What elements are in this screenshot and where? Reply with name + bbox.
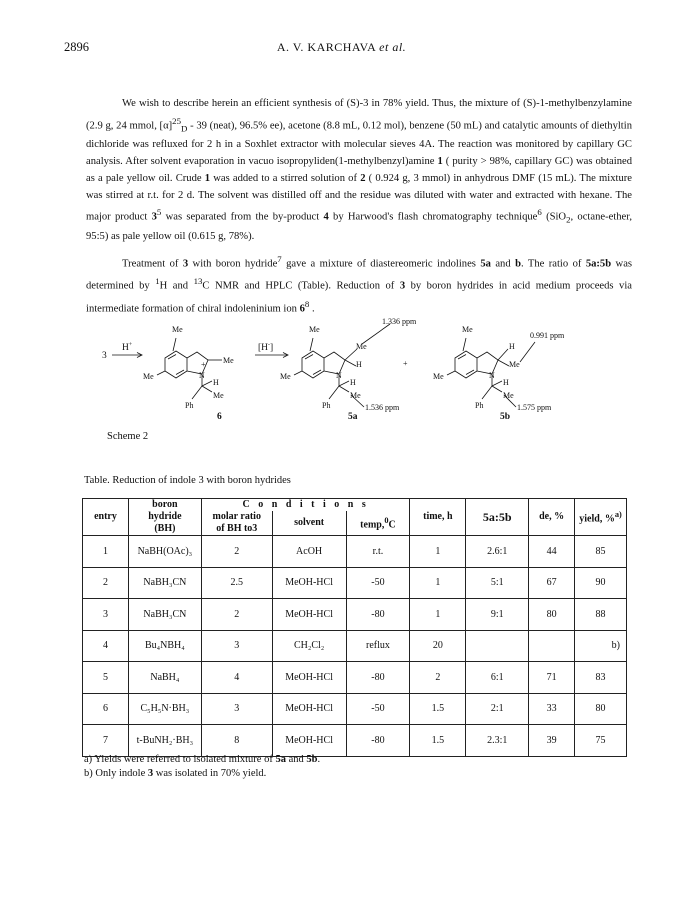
structure-6-me-left: Me	[143, 372, 154, 381]
cell-hydride: Bu₄NBH₄	[128, 630, 201, 662]
cell-molar-ratio: 8	[201, 725, 272, 757]
structure-5a-me-right: Me	[356, 342, 367, 351]
cell-temp: -50	[346, 567, 410, 599]
running-head-et-al: et al.	[379, 40, 407, 54]
running-head-authors: A. V. KARCHAVA	[276, 40, 376, 54]
cell-hydride: C₅H₅N·BH₃	[128, 693, 201, 725]
cell-time: 1.5	[410, 693, 466, 725]
results-table	[82, 498, 627, 757]
cell-molar-ratio: 2	[201, 599, 272, 631]
cell-temp: r.t.	[346, 536, 410, 568]
cell-ratio: 2:1	[466, 693, 529, 725]
cell-hydride: NaBH(OAc)₃	[128, 536, 201, 568]
paragraph-reduction: Treatment of 3 with boron hydride$^7$ gave a mixture of diastereomeric indolines 5a and b. The ratio of 5a:5b was determined by $^1$H and $^{13}$C NMR and HPLC (Table). Reduction of 3 by boron hydrides in acid medium proceeds via intermediate formation of chiral indoleninium ion $6^8$ .	[86, 254, 633, 315]
table-caption: Table. Reduction of indole 3 with boron hydrides	[84, 475, 291, 486]
table-row	[83, 662, 627, 694]
col-header-conditions: C o n d i t i o n s	[201, 499, 410, 512]
cell-de: 44	[529, 536, 575, 568]
structure-6-label: 6	[217, 412, 222, 422]
cell-yield: 80	[575, 693, 627, 725]
cell-solvent: MeOH-HCl	[272, 725, 346, 757]
cell-molar-ratio: 3	[201, 630, 272, 662]
cell-hydride: NaBH₄	[128, 662, 201, 694]
cell-ratio: 5:1	[466, 567, 529, 599]
scheme-start-label: 3	[102, 351, 107, 361]
cell-ratio: 2.3:1	[466, 725, 529, 757]
structure-6-ph: Ph	[185, 401, 194, 410]
cell-temp: -80	[346, 662, 410, 694]
col-header-ratio: 5a:5b	[466, 499, 529, 536]
cell-time: 1	[410, 599, 466, 631]
cell-de	[529, 630, 575, 662]
structure-5a-h: H	[350, 378, 356, 387]
scheme-plus: +	[403, 359, 408, 368]
cell-yield: 85	[575, 536, 627, 568]
cell-time: 1.5	[410, 725, 466, 757]
cell-yield: 88	[575, 599, 627, 631]
shift-5a-top: 1.336 ppm	[382, 318, 417, 326]
footnote-b: b) Only indole 3 was isolated in 70% yield.	[84, 768, 267, 779]
structure-5b-me-top: Me	[462, 325, 473, 334]
cell-entry: 1	[83, 536, 129, 568]
paragraph-synthesis: We wish to describe herein an efficient synthesis of (S)-3 in 78% yield. Thus, the mixture of (S)-1-methylbenzylamine (2.9 g, 24 mmol, $[\alpha]^{25}_D - 39$ (neat), 96.5% ee), acetone (8.8 mL, 0.12 mol), benzene (50 mL) and catalytic amounts of diethyltin dichloride was refluxed for 2 h in a Soxhlet extractor with molecular sieves 4A. The reaction was monitored by capillary GC analysis. After solvent evaporation in vacuo isopropyliden(1-methylbenzyl)amine 1 ( purity > 98%, capillary GC) was obtained as a pale yellow oil. Crude 1 was added to a stirred solution of 2 ( 0.924 g, 3 mmol) in anhydrous DMF (15 mL). The mixture was stirred at r.t. for 2 d. The solvent was distilled off and the residue was diluted with water and extracted with hexane. The major product $3^5$ was separated from the by-product 4 by Harwood's flash chromatography technique$^6$ (SiO$_2$, octane-ether, 95:5) as pale yellow oil (0.615 g, 78%).	[86, 98, 633, 242]
cell-yield: b)	[575, 630, 627, 662]
structure-6-me-right: Me	[223, 356, 234, 365]
cell-time: 2	[410, 662, 466, 694]
structure-5b-me-right: Me	[509, 360, 520, 369]
cell-entry: 6	[83, 693, 129, 725]
structure-6-n: N	[199, 371, 205, 380]
cell-ratio	[466, 630, 529, 662]
structure-6-charge: +	[201, 360, 206, 369]
table-row	[83, 599, 627, 631]
cell-time: 20	[410, 630, 466, 662]
cell-temp: -80	[346, 725, 410, 757]
structure-5b-me-left: Me	[433, 372, 444, 381]
col-header-entry: entry	[83, 499, 129, 536]
structure-5b-h-ring: H	[509, 342, 515, 351]
cell-molar-ratio: 4	[201, 662, 272, 694]
cell-molar-ratio: 2	[201, 536, 272, 568]
cell-entry: 4	[83, 630, 129, 662]
cell-ratio: 9:1	[466, 599, 529, 631]
footnote-a: a) Yields were referred to isolated mixture of 5a and 5b.	[84, 754, 321, 765]
structure-5b-label: 5b	[500, 412, 511, 422]
structure-6	[157, 338, 222, 399]
cell-de: 80	[529, 599, 575, 631]
cell-de: 67	[529, 567, 575, 599]
cell-solvent: MeOH-HCl	[272, 599, 346, 631]
cell-entry: 5	[83, 662, 129, 694]
cell-molar-ratio: 2.5	[201, 567, 272, 599]
cell-yield: 90	[575, 567, 627, 599]
cell-yield: 75	[575, 725, 627, 757]
structure-5a-me-top: Me	[309, 325, 320, 334]
structure-5a-ph: Ph	[322, 401, 331, 410]
col-header-temp: temp,$^0$C	[346, 511, 410, 536]
table-row	[83, 536, 627, 568]
structure-5b-ph: Ph	[475, 401, 484, 410]
structure-6-me-n: Me	[213, 391, 224, 400]
scheme-caption: Scheme 2	[107, 431, 149, 442]
table-row	[83, 693, 627, 725]
cell-entry: 3	[83, 599, 129, 631]
cell-solvent: MeOH-HCl	[272, 693, 346, 725]
cell-ratio: 6:1	[466, 662, 529, 694]
cell-de: 71	[529, 662, 575, 694]
cell-solvent: CH₂Cl₂	[272, 630, 346, 662]
cell-temp: reflux	[346, 630, 410, 662]
shift-5a-bottom: 1.536 ppm	[365, 403, 400, 412]
reaction-scheme-svg	[80, 318, 640, 430]
cell-temp: -80	[346, 599, 410, 631]
cell-yield: 83	[575, 662, 627, 694]
cell-solvent: MeOH-HCl	[272, 662, 346, 694]
page-number: 2896	[64, 40, 89, 54]
structure-5a	[294, 324, 390, 407]
arrow-protonation-label: H+	[122, 342, 133, 353]
col-header-boron-hydride: boron hydride (BH)	[128, 499, 201, 536]
cell-time: 1	[410, 536, 466, 568]
cell-hydride: t-BuNH₂·BH₃	[128, 725, 201, 757]
table-row	[83, 725, 627, 757]
cell-de: 39	[529, 725, 575, 757]
col-header-time: time, h	[410, 499, 466, 536]
structure-6-me-top: Me	[172, 325, 183, 334]
cell-temp: -50	[346, 693, 410, 725]
cell-entry: 7	[83, 725, 129, 757]
cell-entry: 2	[83, 567, 129, 599]
col-header-molar-ratio: molar ratio of BH to3	[201, 511, 272, 536]
running-head	[0, 40, 683, 55]
structure-5b-n: N	[489, 371, 495, 380]
structure-5b-h: H	[503, 378, 509, 387]
col-header-solvent: solvent	[272, 511, 346, 536]
cell-ratio: 2.6:1	[466, 536, 529, 568]
structure-5a-n: N	[336, 371, 342, 380]
table-row	[83, 630, 627, 662]
structure-6-h: H	[213, 378, 219, 387]
cell-molar-ratio: 3	[201, 693, 272, 725]
cell-de: 33	[529, 693, 575, 725]
structure-5a-label: 5a	[348, 412, 358, 422]
cell-time: 1	[410, 567, 466, 599]
structure-5a-me-left: Me	[280, 372, 291, 381]
structure-5a-h-ring: H	[356, 360, 362, 369]
structure-5a-me-n: Me	[350, 391, 361, 400]
cell-solvent: AcOH	[272, 536, 346, 568]
cell-hydride: NaBH₃CN	[128, 567, 201, 599]
table-row	[83, 567, 627, 599]
structure-5b-me-n: Me	[503, 391, 514, 400]
col-header-yield: yield, %$^{a)}$	[575, 499, 627, 536]
reaction-scheme	[80, 318, 640, 430]
col-header-de: de, %	[529, 499, 575, 536]
arrow-reduction-label: [H-]	[258, 342, 274, 353]
cell-solvent: MeOH-HCl	[272, 567, 346, 599]
shift-5b-top: 0.991 ppm	[530, 331, 565, 340]
cell-hydride: NaBH₃CN	[128, 599, 201, 631]
shift-5b-bottom: 1.575 ppm	[517, 403, 552, 412]
